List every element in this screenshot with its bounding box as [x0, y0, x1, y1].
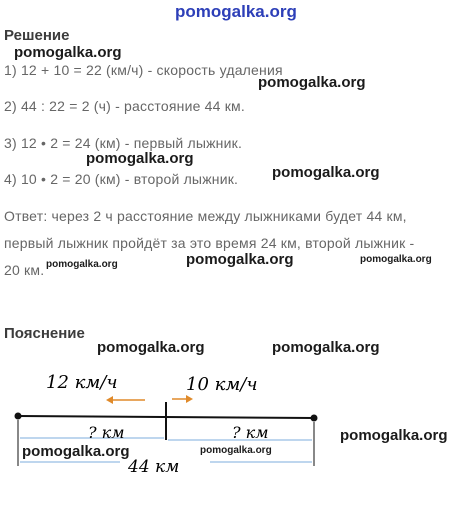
answer-line-1: Ответ: через 2 ч расстояние между лыжниками будет 44 км, [4, 208, 407, 224]
watermark: pomogalka.org [97, 339, 205, 356]
speed-right-label: 10 км/ч [186, 374, 258, 395]
step-2: 2) 44 : 22 = 2 (ч) - расстояние 44 км. [4, 98, 245, 114]
watermark: pomogalka.org [86, 150, 194, 167]
total-distance-label: 44 км [128, 457, 180, 477]
speed-left-label: 12 км/ч [46, 372, 118, 393]
step-4: 4) 10 • 2 = 20 (км) - второй лыжник. [4, 171, 239, 187]
step-3: 3) 12 • 2 = 24 (км) - первый лыжник. [4, 135, 243, 151]
watermark: pomogalka.org [360, 254, 432, 265]
watermark: pomogalka.org [258, 74, 366, 91]
watermark: pomogalka.org [46, 259, 118, 270]
watermark: pomogalka.org [340, 427, 448, 444]
answer-line-3: 20 км. [4, 262, 45, 278]
watermark: pomogalka.org [22, 443, 130, 460]
watermark: pomogalka.org [200, 445, 272, 456]
start-point [15, 413, 22, 420]
watermark-top: pomogalka.org [175, 2, 297, 21]
watermark: pomogalka.org [272, 164, 380, 181]
watermark: pomogalka.org [272, 339, 380, 356]
end-point [311, 415, 318, 422]
step-1: 1) 12 + 10 = 22 (км/ч) - скорость удаления [4, 62, 283, 78]
watermark: pomogalka.org [186, 251, 294, 268]
watermark: pomogalka.org [14, 44, 122, 61]
distance-left-label: ? км [88, 423, 125, 442]
solution-heading: Решение [4, 27, 70, 44]
explanation-heading: Пояснение [4, 325, 85, 342]
arrow-left-head [106, 396, 113, 404]
arrow-right-head [186, 395, 193, 403]
answer-line-2: первый лыжник пройдёт за это время 24 км, второй лыжник - [4, 235, 415, 251]
distance-right-label: ? км [232, 423, 269, 442]
